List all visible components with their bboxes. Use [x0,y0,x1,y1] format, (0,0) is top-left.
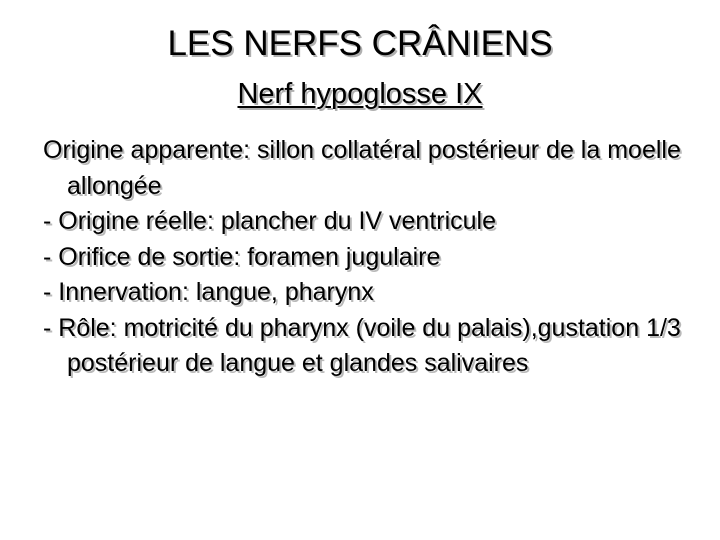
slide-body [43,133,703,382]
slide-subtitle-text: Nerf hypoglosse IX [237,78,483,110]
paragraph-orifice-sortie: - Orifice de sortie: foramen jugulaire [43,242,441,271]
slide-subtitle [0,76,720,112]
paragraph-origine-reelle: - Origine réelle: plancher du IV ventricule [43,207,497,235]
paragraph-origine-apparente: Origine apparente: sillon collatéral postérieur de la moelle allongée [43,136,681,200]
slide-title: LES NERFS CRÂNIENS [167,24,553,63]
paragraph-innervation: - Innervation: langue, pharynx [43,278,374,306]
paragraph-role: - Rôle: motricité du pharynx (voile du palais),gustation 1/3 postérieur de langue et glandes salivaires [43,313,681,377]
